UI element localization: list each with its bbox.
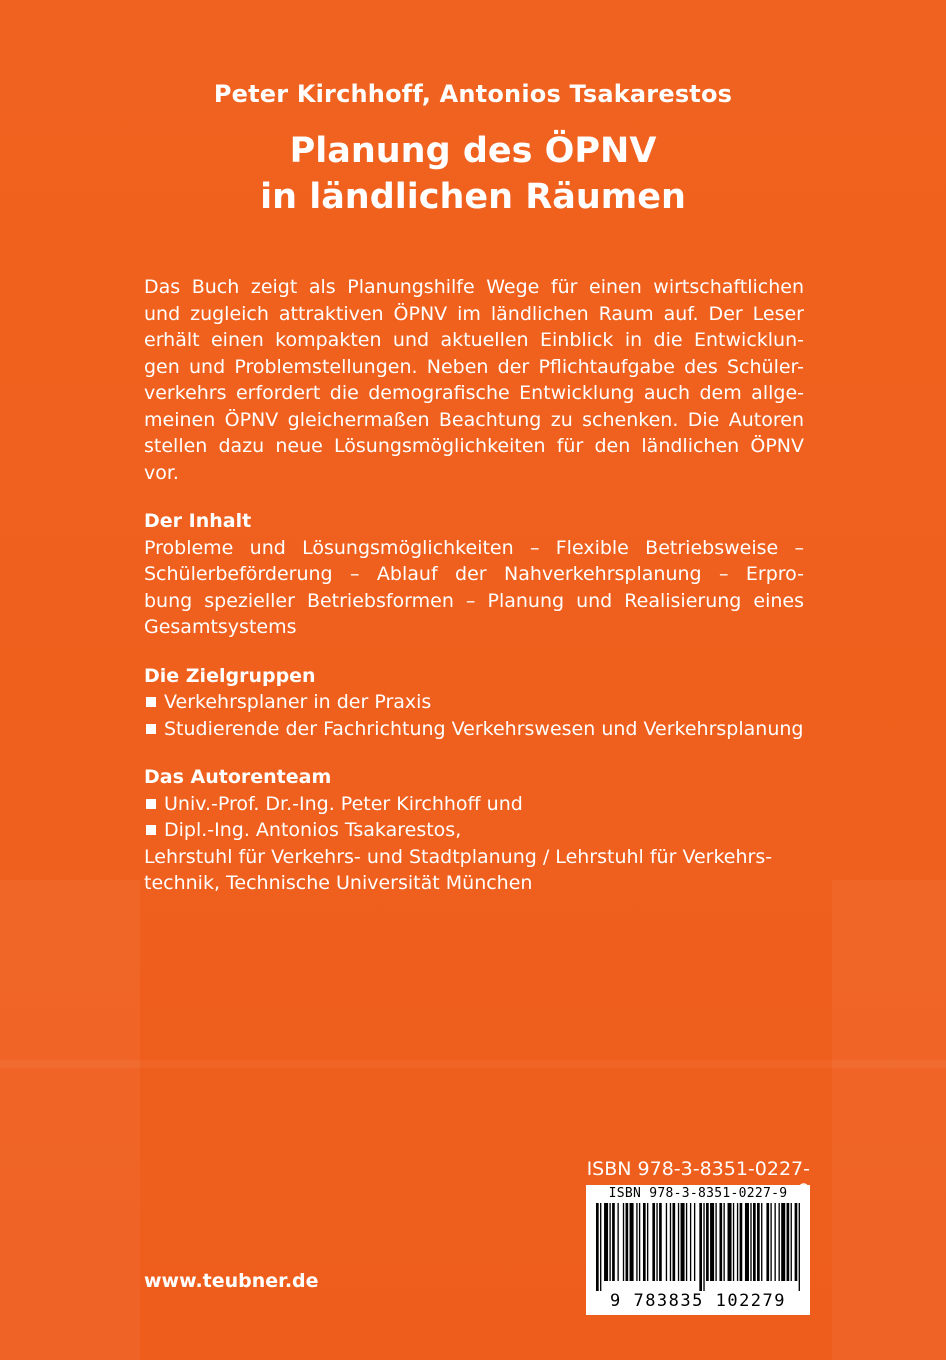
- barcode-bar: [710, 1203, 714, 1281]
- inhalt-line: Probleme und Lösungsmöglichkeiten – Flexible Betriebsweise –: [144, 536, 804, 559]
- barcode-bar: [779, 1203, 780, 1281]
- background-pattern-right: [832, 880, 946, 1360]
- barcode-bar: [750, 1203, 751, 1281]
- barcode-bar: [737, 1203, 738, 1281]
- barcode-bar: [609, 1203, 610, 1281]
- barcode-bar: [723, 1203, 724, 1281]
- section-inhalt: [144, 508, 804, 641]
- barcode-bar: [799, 1203, 800, 1291]
- barcode-bar: [647, 1203, 648, 1281]
- barcode-bar: [719, 1203, 722, 1281]
- affiliation-line: Lehrstuhl für Verkehrs- und Stadtplanung / Lehrstuhl für Verkehrs-: [144, 845, 773, 868]
- list-item: [144, 716, 804, 743]
- barcode-bar: [740, 1203, 743, 1281]
- section-heading: Die Zielgruppen: [144, 664, 316, 687]
- barcode-bar: [699, 1203, 702, 1291]
- section-heading: Der Inhalt: [144, 510, 252, 532]
- section-autorenteam: [144, 764, 804, 897]
- barcode-bar: [694, 1203, 695, 1281]
- barcode-bar: [639, 1203, 640, 1281]
- barcode-bar: [774, 1203, 775, 1281]
- isbn-label: ISBN 978-3-8351-0227-: [586, 1158, 810, 1180]
- barcode-bar: [761, 1203, 762, 1281]
- barcode-bar: [703, 1203, 704, 1291]
- barcode-bar: [630, 1203, 634, 1281]
- list-item-text: Univ.-Prof. Dr.-Ing. Peter Kirchhoff und: [164, 792, 523, 815]
- intro-line: verkehrs erfordert die demografische Entwicklung auch dem allge-: [144, 382, 804, 404]
- inhalt-paragraph: [144, 535, 804, 641]
- barcode-number: 9 783835 102279: [609, 1291, 787, 1311]
- list-item-text: Studierende der Fachrichtung Verkehrswesen und Verkehrsplanung: [164, 717, 804, 740]
- list-item-text: Verkehrsplaner in der Praxis: [164, 691, 432, 713]
- barcode-bar: [681, 1203, 685, 1281]
- publisher-website: www.teubner.de: [144, 1270, 319, 1292]
- barcode-bar: [670, 1203, 671, 1281]
- inhalt-line: Gesamtsystems: [144, 616, 297, 638]
- barcode-bar: [672, 1203, 675, 1281]
- barcode-bar: [757, 1203, 760, 1281]
- barcode-bar: [643, 1203, 646, 1281]
- list-item: [144, 817, 804, 844]
- barcode-bar: [596, 1203, 599, 1291]
- intro-line: erhält einen kompakten und aktuellen Einblick in die Entwicklun-: [144, 329, 804, 351]
- intro-line: vor.: [144, 461, 179, 484]
- square-bullet-icon: [146, 697, 156, 707]
- barcode-bar: [659, 1203, 662, 1281]
- intro-paragraph: [144, 274, 804, 486]
- affiliation-line: technik, Technische Universität München: [144, 872, 533, 894]
- barcode-bar: [795, 1203, 798, 1281]
- section-zielgruppen: [144, 663, 804, 743]
- barcode-bar: [626, 1203, 629, 1281]
- intro-line: und zugleich attraktiven ÖPNV im ländlichen Raum auf. Der Leser: [144, 302, 804, 325]
- barcode-bar: [706, 1203, 709, 1281]
- intro-line: gen und Problemstellungen. Neben der Pflichtaufgabe des Schüler-: [144, 355, 804, 378]
- barcode-bar: [791, 1203, 792, 1281]
- list-item: [144, 791, 804, 818]
- intro-line: meinen ÖPNV gleichermaßen Beachtung zu schenken. Die Autoren: [144, 408, 804, 431]
- barcode-bar: [753, 1203, 756, 1281]
- square-bullet-icon: [146, 825, 156, 835]
- barcode-bar: [770, 1203, 771, 1281]
- barcode-bar: [733, 1203, 734, 1281]
- barcode-bar: [690, 1203, 691, 1281]
- list-item-text: Dipl.-Ing. Antonios Tsakarestos,: [164, 819, 462, 841]
- square-bullet-icon: [146, 724, 156, 734]
- barcode-bar: [617, 1203, 618, 1281]
- barcode-bar: [600, 1203, 601, 1291]
- square-bullet-icon: [146, 799, 156, 809]
- section-heading: Das Autorenteam: [144, 766, 332, 788]
- barcode-bar: [604, 1203, 608, 1281]
- barcode-bar: [686, 1203, 687, 1281]
- background-pattern-left: [0, 880, 140, 1360]
- barcode-bar: [715, 1203, 716, 1281]
- inhalt-line: bung spezieller Betriebsformen – Planung und Realisierung eines: [144, 589, 804, 612]
- barcode-bar: [766, 1203, 769, 1281]
- title-line-1: Planung des ÖPNV: [289, 131, 657, 171]
- barcode-bar: [636, 1203, 637, 1281]
- barcode-bars-icon: [596, 1203, 804, 1291]
- barcode-bar: [781, 1203, 785, 1281]
- barcode-bar: [666, 1203, 667, 1281]
- barcode-isbn-text: ISBN 978-3-8351-0227-9: [608, 1186, 788, 1201]
- background-pattern-band: [0, 1060, 946, 1068]
- barcode-bar: [745, 1203, 749, 1281]
- barcode: [586, 1185, 810, 1315]
- barcode-bar: [787, 1203, 790, 1281]
- barcode-bar: [728, 1203, 732, 1281]
- authors: Peter Kirchhoff, Antonios Tsakarestos: [213, 80, 733, 108]
- barcode-bar: [678, 1203, 679, 1281]
- title-line-2: in ländlichen Räumen: [260, 177, 686, 217]
- intro-line: stellen dazu neue Lösungsmöglichkeiten für den ländlichen ÖPNV: [144, 435, 804, 457]
- barcode-bar: [656, 1203, 657, 1281]
- barcode-bar: [652, 1203, 655, 1281]
- barcode-bar: [612, 1203, 615, 1281]
- description-content: [144, 274, 804, 897]
- book-title: [0, 128, 946, 220]
- barcode-bar: [623, 1203, 624, 1281]
- inhalt-line: Schülerbeförderung – Ablauf der Nahverkehrsplanung – Erpro-: [144, 563, 804, 585]
- intro-line: Das Buch zeigt als Planungshilfe Wege für einen wirtschaftlichen: [144, 276, 804, 298]
- list-item: [144, 689, 804, 716]
